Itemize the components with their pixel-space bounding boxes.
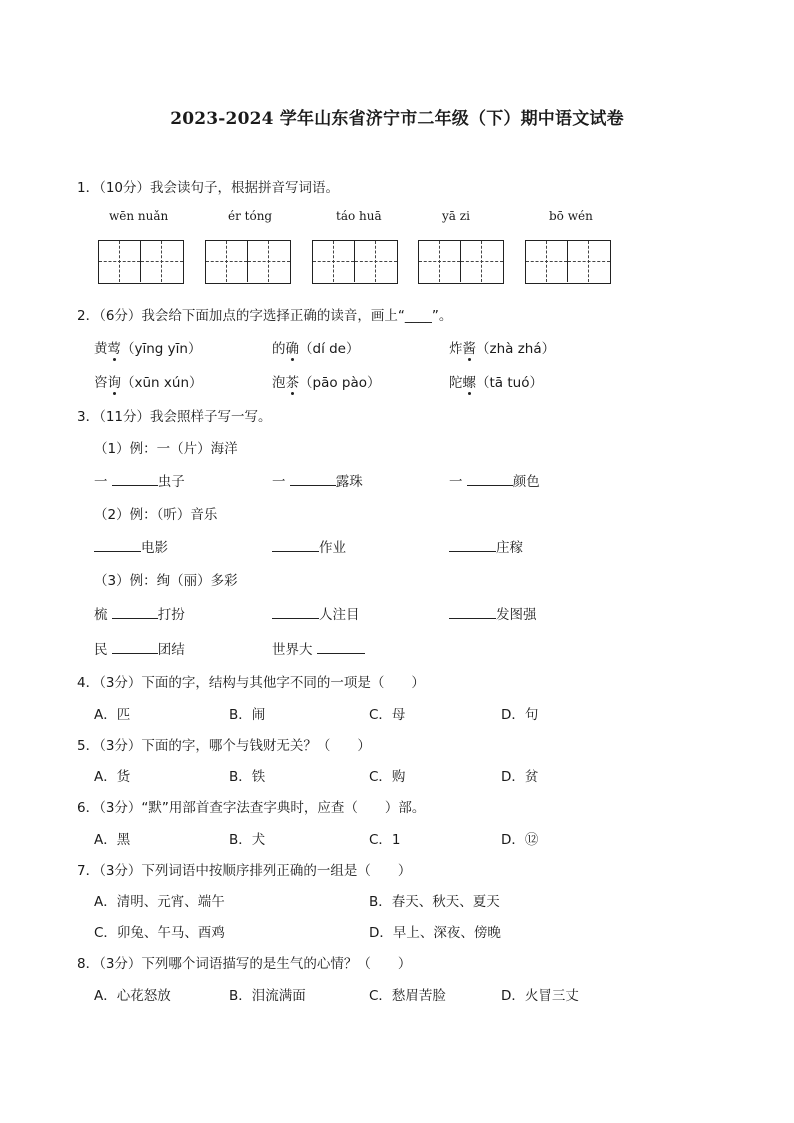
q5-option-d[interactable]: D．贫 xyxy=(501,769,539,785)
q6-option-b[interactable]: B．犬 xyxy=(229,832,266,848)
answer-blank[interactable] xyxy=(272,539,319,552)
question-8-stem: 8．（3分）下列哪个词语描写的是生气的心情？（ ） xyxy=(77,956,412,972)
q2-item-5 xyxy=(272,371,381,391)
q7-option-b[interactable]: B．春天、秋天、夏天 xyxy=(369,894,500,910)
q3-example-1: （1）例：一（片）海洋 xyxy=(94,441,238,457)
q2-item-3-pre: 炸 xyxy=(449,341,463,357)
q2-item-6-choices[interactable]: （tā tuó） xyxy=(476,375,543,391)
q3-row1-item-2-post: 露珠 xyxy=(335,474,363,490)
q2-item-6-pre: 陀 xyxy=(449,375,463,391)
q3-row1-item-1-pre: 一 xyxy=(94,474,108,490)
pinyin-4: yā zi xyxy=(442,209,470,223)
answer-blank[interactable] xyxy=(94,539,141,552)
question-6-stem: 6．（3分）“默”用部首查字法查字典时，应查（ ）部。 xyxy=(77,800,426,816)
q3-row2-item-2-post: 作业 xyxy=(319,540,346,556)
q2-item-1-pre: 黄 xyxy=(94,341,108,357)
writing-grid-5[interactable] xyxy=(525,240,611,284)
q8-option-c[interactable]: C．愁眉苦脸 xyxy=(369,988,446,1004)
q2-item-4 xyxy=(94,371,203,391)
pinyin-1: wēn nuǎn xyxy=(109,209,169,223)
q3-row1-item-2-pre: 一 xyxy=(272,474,286,490)
answer-blank[interactable] xyxy=(449,606,496,619)
q2-item-3-choices[interactable]: （zhà zhá） xyxy=(476,341,556,357)
pinyin-2: ér tóng xyxy=(228,209,273,223)
q2-item-6-dotted-char: 螺 xyxy=(462,375,476,391)
q3-row4-item-1 xyxy=(94,638,185,658)
q3-row2-item-1 xyxy=(94,536,168,556)
q6-option-d[interactable]: D．⑫ xyxy=(501,832,539,848)
q3-row1-item-1-post: 虫子 xyxy=(157,474,185,490)
writing-grid-3[interactable] xyxy=(312,240,398,284)
q3-row1-item-1 xyxy=(94,470,185,490)
q3-row4-item-2-pre: 世界大 xyxy=(272,642,313,658)
q2-item-5-pre: 泡 xyxy=(272,375,286,391)
q3-row1-item-3-post: 颜色 xyxy=(512,474,540,490)
q4-option-c[interactable]: C．母 xyxy=(369,707,406,723)
q3-example-3: （3）例：绚（丽）多彩 xyxy=(94,573,238,589)
question-5-stem: 5．（3分）下面的字，哪个与钱财无关？（ ） xyxy=(77,738,371,754)
q4-option-d[interactable]: D．句 xyxy=(501,707,539,723)
q2-item-1-dotted-char: 莺 xyxy=(107,341,121,357)
q2-item-2-choices[interactable]: （dí de） xyxy=(299,341,360,357)
q2-item-1-choices[interactable]: （yīng yīn） xyxy=(121,341,202,357)
q3-row3-item-2 xyxy=(272,603,360,623)
question-2-stem: 2．（6分）我会给下面加点的字选择正确的读音，画上“____”。 xyxy=(77,308,453,324)
q3-row4-item-1-post: 团结 xyxy=(157,642,185,658)
q3-row3-item-1-post: 打扮 xyxy=(157,607,185,623)
q2-item-3-dotted-char: 酱 xyxy=(462,341,476,357)
question-3-stem: 3．（11分）我会照样子写一写。 xyxy=(77,409,272,425)
q2-item-5-choices[interactable]: （pāo pào） xyxy=(299,375,381,391)
answer-blank[interactable] xyxy=(449,539,496,552)
pinyin-5: bō wén xyxy=(549,209,593,223)
q5-option-c[interactable]: C．购 xyxy=(369,769,406,785)
q2-item-2 xyxy=(272,337,360,357)
q3-row3-item-2-post: 人注目 xyxy=(319,607,360,623)
pinyin-3: táo huā xyxy=(336,209,382,223)
q3-row2-item-3 xyxy=(449,536,523,556)
answer-blank[interactable] xyxy=(112,641,158,654)
q8-option-b[interactable]: B．泪流满面 xyxy=(229,988,306,1004)
q3-row2-item-3-post: 庄稼 xyxy=(496,540,523,556)
q2-item-3 xyxy=(449,337,555,357)
q6-option-c[interactable]: C．1 xyxy=(369,832,401,848)
answer-blank[interactable] xyxy=(467,473,513,486)
writing-grid-4[interactable] xyxy=(418,240,504,284)
q2-item-2-pre: 的 xyxy=(272,341,286,357)
q3-example-2: （2）例：（听）音乐 xyxy=(94,507,218,523)
answer-blank[interactable] xyxy=(290,473,336,486)
q4-option-b[interactable]: B．闹 xyxy=(229,707,266,723)
question-7-stem: 7．（3分）下列词语中按顺序排列正确的一组是（ ） xyxy=(77,863,412,879)
q3-row3-item-1 xyxy=(94,603,185,623)
q2-item-5-dotted-char: 茶 xyxy=(285,375,299,391)
page-title: 2023-2024 学年山东省济宁市二年级（下）期中语文试卷 xyxy=(170,109,624,129)
q8-option-a[interactable]: A．心花怒放 xyxy=(94,988,171,1004)
answer-blank[interactable] xyxy=(317,641,365,654)
q3-row3-item-1-pre: 梳 xyxy=(94,607,108,623)
q3-row4-item-2 xyxy=(272,638,365,658)
answer-blank[interactable] xyxy=(112,606,158,619)
q2-item-4-choices[interactable]: （xūn xún） xyxy=(121,375,203,391)
q3-row3-item-3 xyxy=(449,603,537,623)
writing-grid-2[interactable] xyxy=(205,240,291,284)
q5-option-b[interactable]: B．铁 xyxy=(229,769,266,785)
q7-option-d[interactable]: D．早上、深夜、傍晚 xyxy=(369,925,501,941)
answer-blank[interactable] xyxy=(272,606,319,619)
q2-item-2-dotted-char: 确 xyxy=(285,341,299,357)
answer-blank[interactable] xyxy=(112,473,158,486)
q8-option-d[interactable]: D．火冒三丈 xyxy=(501,988,579,1004)
q7-option-a[interactable]: A．清明、元宵、端午 xyxy=(94,894,225,910)
q2-item-4-pre: 咨 xyxy=(94,375,108,391)
q7-option-c[interactable]: C．卯兔、午马、酉鸡 xyxy=(94,925,225,941)
q2-item-1 xyxy=(94,337,201,357)
q4-option-a[interactable]: A．匹 xyxy=(94,707,131,723)
q3-row4-item-1-pre: 民 xyxy=(94,642,108,658)
q6-option-a[interactable]: A．黑 xyxy=(94,832,131,848)
q3-row3-item-3-post: 发图强 xyxy=(496,607,537,623)
q3-row1-item-2 xyxy=(272,470,363,490)
q3-row1-item-3 xyxy=(449,470,540,490)
question-4-stem: 4．（3分）下面的字，结构与其他字不同的一项是（ ） xyxy=(77,675,425,691)
q2-item-4-dotted-char: 询 xyxy=(107,375,121,391)
q2-item-6 xyxy=(449,371,543,391)
q5-option-a[interactable]: A．货 xyxy=(94,769,131,785)
q3-row2-item-1-post: 电影 xyxy=(141,540,168,556)
q3-row2-item-2 xyxy=(272,536,346,556)
question-1-stem: 1．（10分）我会读句子，根据拼音写词语。 xyxy=(77,180,340,196)
q3-row1-item-3-pre: 一 xyxy=(449,474,463,490)
writing-grid-1[interactable] xyxy=(98,240,184,284)
